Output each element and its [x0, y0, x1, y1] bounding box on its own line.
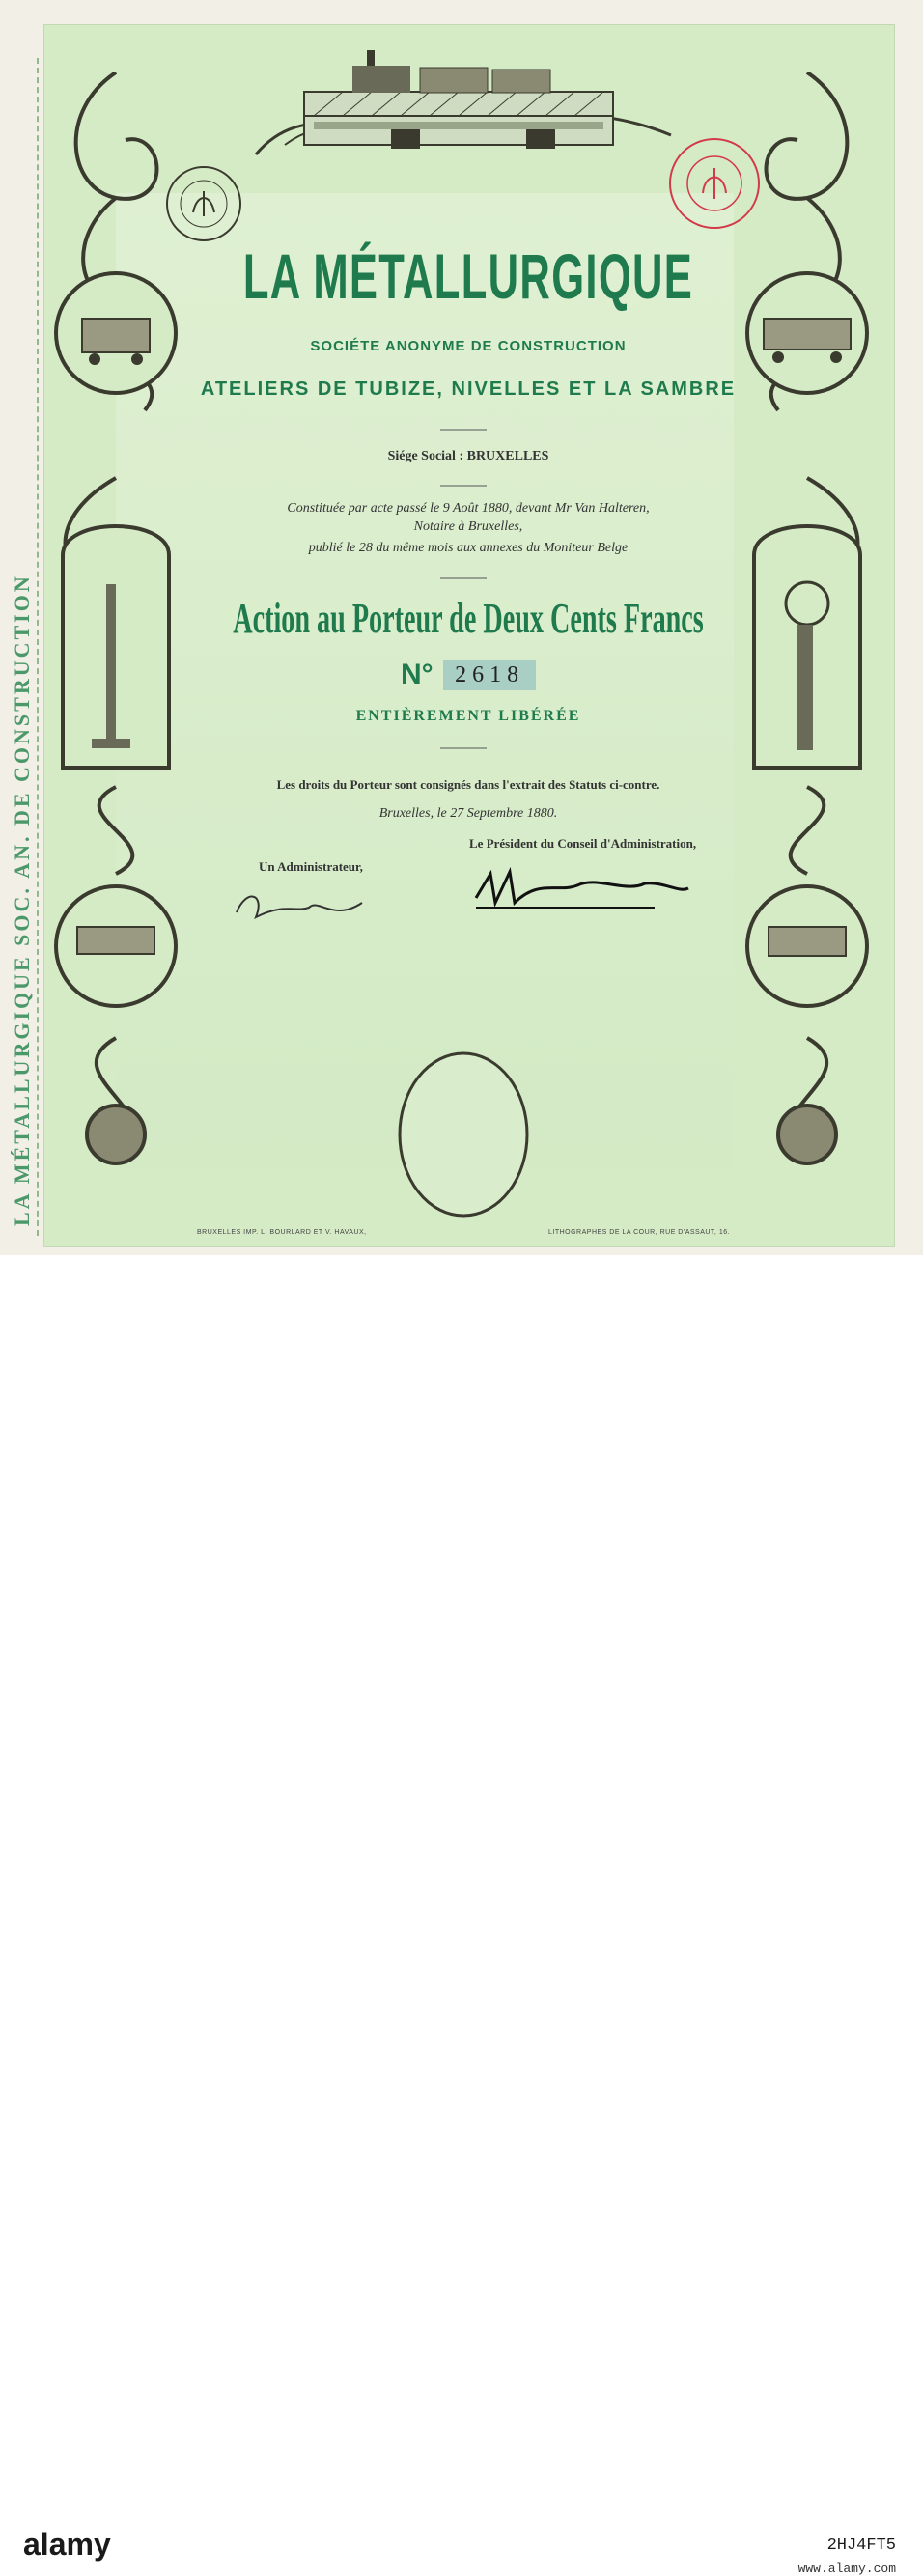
share-number: 2618	[443, 660, 536, 690]
share-number-line	[43, 658, 893, 691]
constitution-line-2: Notaire à Bruxelles,	[413, 519, 523, 534]
president-label: Le Président du Conseil d'Administration,	[469, 836, 697, 851]
divider-ornament	[440, 427, 487, 433]
stock-url: www.alamy.com	[797, 2562, 896, 2576]
number-label: N°	[400, 658, 434, 690]
stock-footer	[0, 1255, 923, 2576]
president-signature	[471, 864, 693, 917]
right-ornamental-border	[740, 72, 875, 1188]
stock-brand: alamy	[23, 2527, 111, 2562]
place-and-date: Bruxelles, le 27 Septembre 1880.	[378, 806, 558, 821]
company-subtitle: SOCIÉTE ANONYME DE CONSTRUCTION	[310, 338, 627, 354]
bearer-rights-text: Les droits du Porteur sont consignés dans l'extrait des Statuts ci-contre.	[276, 777, 660, 792]
administrator-signature	[227, 883, 372, 932]
printer-imprint: BRUXELLES IMP. L. BOURLARD ET V. HAVAUX,	[197, 1229, 367, 1236]
tax-stamp-left	[164, 164, 243, 243]
registered-office: Siége Social : BRUXELLES	[387, 449, 549, 463]
fully-paid-label: ENTIÈREMENT LIBÉRÉE	[355, 708, 581, 724]
workshops-line: ATELIERS DE TUBIZE, NIVELLES ET LA SAMBRE	[200, 378, 737, 400]
constitution-line-3: publié le 28 du même mois aux annexes du Moniteur Belge	[308, 541, 629, 555]
blank-medallion	[396, 1048, 531, 1221]
administrator-label: Un Administrateur,	[259, 859, 363, 874]
train-bridge-vignette	[246, 39, 681, 164]
stock-image-id: 2HJ4FT5	[826, 2536, 896, 2555]
divider-ornament	[440, 745, 487, 751]
company-title: LA MÉTALLURGIQUE	[242, 240, 694, 312]
constitution-line-1: Constituée par acte passé le 9 Août 1880, devant Mr Van Halteren,	[287, 501, 650, 516]
divider-ornament	[440, 483, 487, 489]
stub-text: LA MÉTALLURGIQUE SOC. AN. DE CONSTRUCTION	[10, 574, 34, 1226]
document-sheet	[0, 0, 923, 1255]
share-type-heading: Action au Porteur de Deux Cents Francs	[233, 595, 704, 642]
lithographer-imprint: LITHOGRAPHES DE LA COUR, RUE D'ASSAUT, 16.	[548, 1229, 731, 1236]
red-seal-stamp	[666, 135, 763, 232]
left-ornamental-border	[48, 72, 183, 1188]
divider-ornament	[440, 575, 487, 581]
